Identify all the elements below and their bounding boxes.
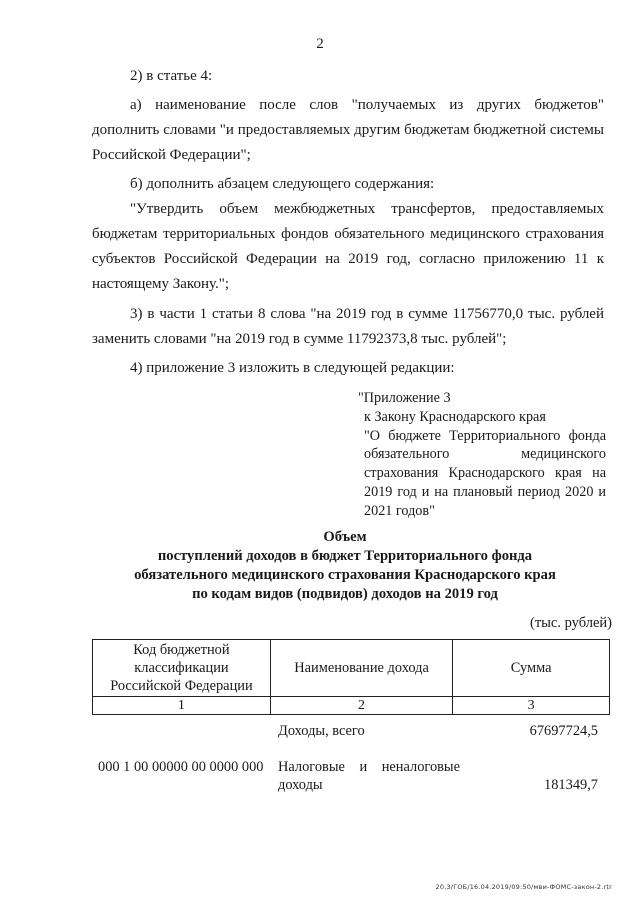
- table-column-numbers: [93, 697, 610, 715]
- row-1-code: 000 1 00 00000 00 0000 000: [98, 759, 264, 775]
- title-line-3: обязательного медицинского страхования Краснодарского края: [134, 567, 556, 583]
- column-number-3: 3: [453, 697, 610, 715]
- column-number-2: 2: [270, 697, 452, 715]
- column-number-1: 1: [93, 697, 271, 715]
- units-label: (тыс. рублей): [530, 615, 612, 631]
- row-1-sum: 181349,7: [544, 777, 598, 793]
- row-1-name: Налоговые и неналоговые доходы: [278, 759, 460, 793]
- paragraph-quote-transfers: "Утвердить объем межбюджетных трансфертов, предоставляемых бюджетам территориальных фондов обязательного медицинского страхования субъектов Российской Федерации на 2019 год, согласно приложению 11 к настоящему Закону.";: [92, 201, 604, 292]
- appendix-line-3: "О бюджете Территориального фонда обязательного медицинского страхования Краснодарского края на 2019 год и на плановый период 2020 и 2021 годов": [364, 427, 606, 519]
- page-number: 2: [316, 36, 324, 52]
- paragraph-add-abstract: б) дополнить абзацем следующего содержания:: [130, 176, 435, 192]
- paragraph-appendix-3: 4) приложение 3 изложить в следующей редакции:: [130, 360, 455, 376]
- title-line-2: поступлений доходов в бюджет Территориального фонда: [157, 548, 533, 564]
- table-header-row: [93, 640, 610, 697]
- paragraph-amend-name: а) наименование после слов "получаемых из других бюджетов" дополнить словами "и предоставляемых другим бюджетам бюджетной системы Российской Федерации";: [92, 97, 604, 163]
- income-table: [92, 639, 610, 715]
- appendix-line-2: к Закону Краснодарского края: [364, 408, 546, 425]
- row-0-sum: 67697724,5: [529, 723, 598, 739]
- paragraph-article-4: 2) в статье 4:: [130, 68, 213, 84]
- paragraph-article-8: 3) в части 1 статьи 8 слова "на 2019 год в сумме 11756770,0 тыс. рублей заменить словами "на 2019 год в сумме 11792373,8 тыс. рублей";: [92, 306, 604, 347]
- header-code: Код бюджетной классификации Российской Федерации: [93, 640, 271, 697]
- document-title: [60, 528, 630, 604]
- appendix-line-1: "Приложение 3: [358, 390, 451, 406]
- title-line-1: Объем: [323, 529, 367, 545]
- row-0-name: Доходы, всего: [278, 723, 365, 739]
- footer-file-info: 20.3/ГОБ/16.04.2019/09:50/мви-ФОМС-закон-2.rtr: [435, 883, 612, 891]
- title-line-4: по кодам видов (подвидов) доходов на 2019 год: [192, 586, 498, 602]
- header-sum: Сумма: [453, 640, 610, 697]
- header-name: Наименование дохода: [270, 640, 452, 697]
- appendix-heading: [358, 389, 606, 521]
